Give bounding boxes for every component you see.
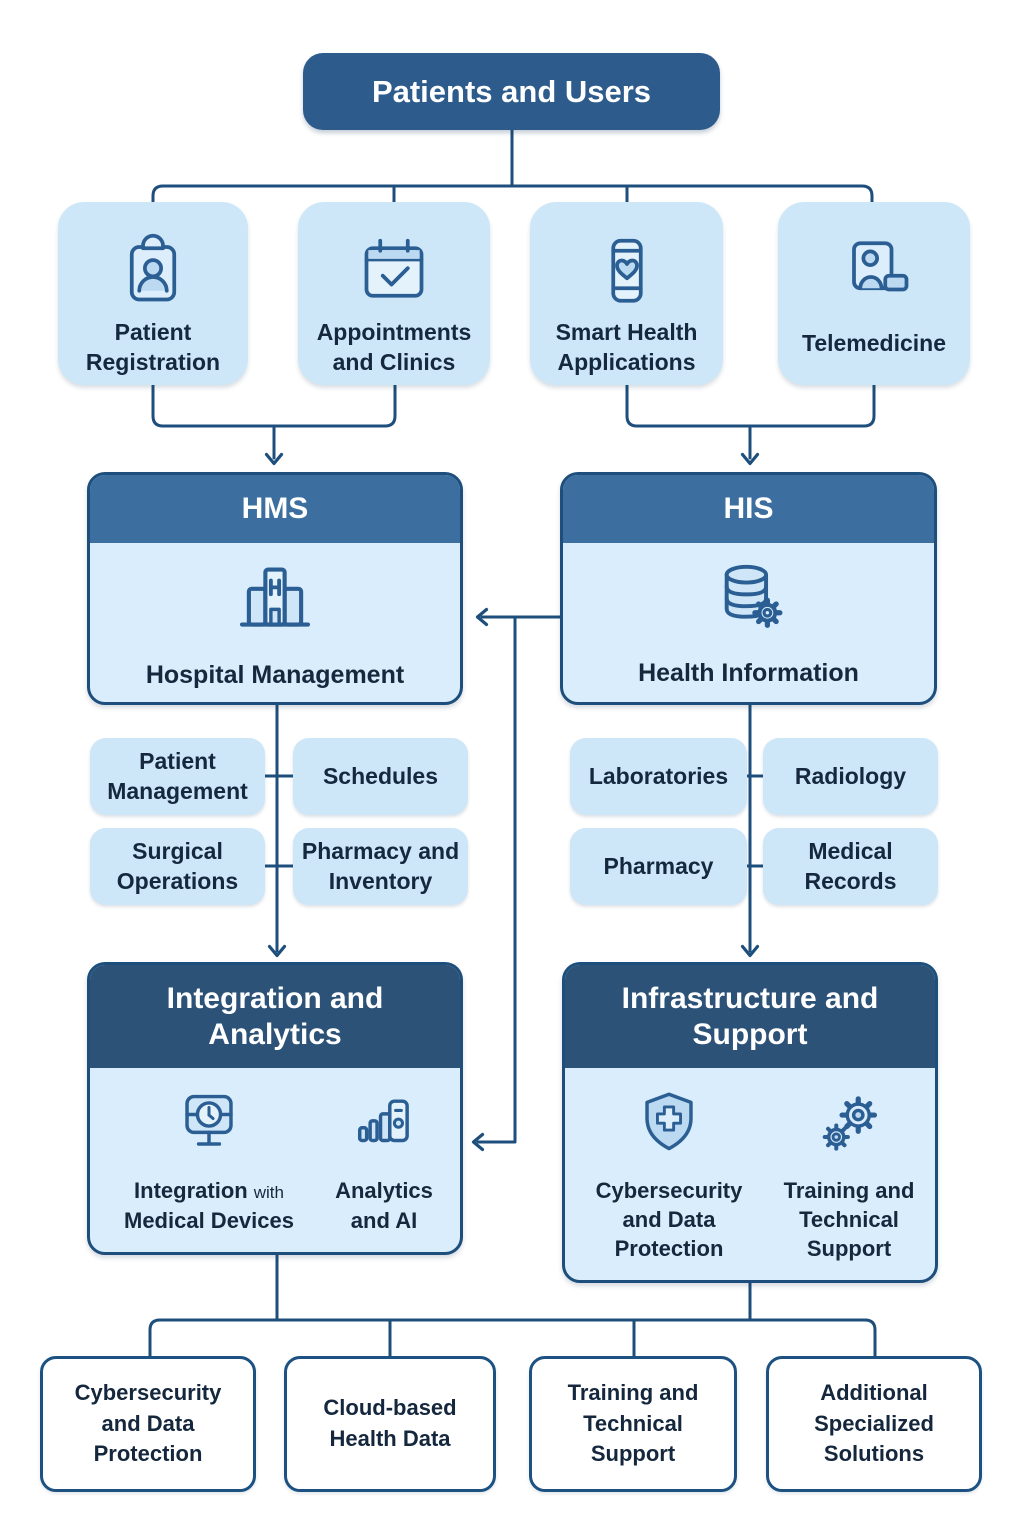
his-caption: Health Information [638, 659, 859, 688]
connector-top-bus [153, 186, 872, 202]
calendar-check-icon [354, 232, 434, 317]
footer-box-cybersecurity: Cybersecurity and Data Protection [40, 1356, 256, 1492]
hms-body [90, 543, 460, 702]
hms-caption: Hospital Management [145, 661, 405, 690]
footer-box-cloud-health-data: Cloud-based Health Data [284, 1356, 496, 1492]
card-label: Smart Health Applications [555, 319, 698, 376]
integration-header: Integration and Analytics [90, 965, 460, 1068]
connector-bracket-right [627, 385, 874, 426]
infrastructure-item-label: Cybersecurity and Data Protection [595, 1177, 743, 1262]
connector-his-to-integration [478, 617, 515, 1142]
patients-and-users-label: Patients and Users [371, 73, 652, 109]
chip-schedules: Schedules [293, 738, 468, 815]
chip-radiology: Radiology [763, 738, 938, 815]
integration-item-devices [114, 1085, 304, 1234]
his-module [560, 472, 937, 705]
device-monitor-icon [172, 1085, 246, 1164]
card-label: Patient Registration [85, 319, 221, 376]
integration-item-label: Integration with Medical Devices [124, 1178, 294, 1233]
infrastructure-item-training [769, 1085, 929, 1263]
integration-item-label: Analytics and AI [335, 1178, 433, 1233]
infrastructure-support-section [562, 962, 938, 1283]
chip-medical-records: Medical Records [763, 828, 938, 905]
connector-bottom-bus [150, 1320, 875, 1356]
card-telemedicine [778, 202, 970, 385]
analytics-server-icon [347, 1085, 421, 1164]
integration-body [90, 1068, 463, 1252]
card-smart-health-apps [530, 202, 723, 385]
integration-item-analytics [324, 1085, 444, 1234]
card-label: Appointments and Clinics [316, 319, 472, 376]
hms-module [87, 472, 463, 705]
chip-pharmacy-inventory: Pharmacy and Inventory [293, 828, 468, 905]
hospital-icon [231, 553, 319, 646]
patients-and-users-box [303, 53, 720, 130]
integration-analytics-section [87, 962, 463, 1255]
chip-patient-management: Patient Management [90, 738, 265, 815]
phone-heart-icon [587, 232, 667, 317]
his-body [563, 543, 934, 702]
card-appointments-clinics [298, 202, 490, 385]
video-consult-icon [834, 232, 914, 317]
chip-surgical-operations: Surgical Operations [90, 828, 265, 905]
card-patient-registration [58, 202, 248, 385]
footer-box-training-support: Training and Technical Support [529, 1356, 737, 1492]
chip-laboratories: Laboratories [570, 738, 747, 815]
hms-header: HMS [90, 475, 460, 543]
connector-bracket-left [153, 385, 395, 426]
his-header: HIS [563, 475, 934, 543]
shield-plus-icon [632, 1085, 706, 1164]
database-gear-icon [707, 555, 791, 644]
infrastructure-header: Infrastructure and Support [565, 965, 935, 1068]
infrastructure-body [565, 1068, 938, 1280]
infrastructure-item-cybersecurity [579, 1085, 759, 1263]
infrastructure-item-label: Training and Technical Support [783, 1177, 915, 1262]
gears-icon [812, 1085, 886, 1164]
chip-pharmacy: Pharmacy [570, 828, 747, 905]
footer-box-additional-solutions: Additional Specialized Solutions [766, 1356, 982, 1492]
card-label: Telemedicine [801, 329, 947, 356]
clipboard-user-icon [113, 232, 193, 317]
